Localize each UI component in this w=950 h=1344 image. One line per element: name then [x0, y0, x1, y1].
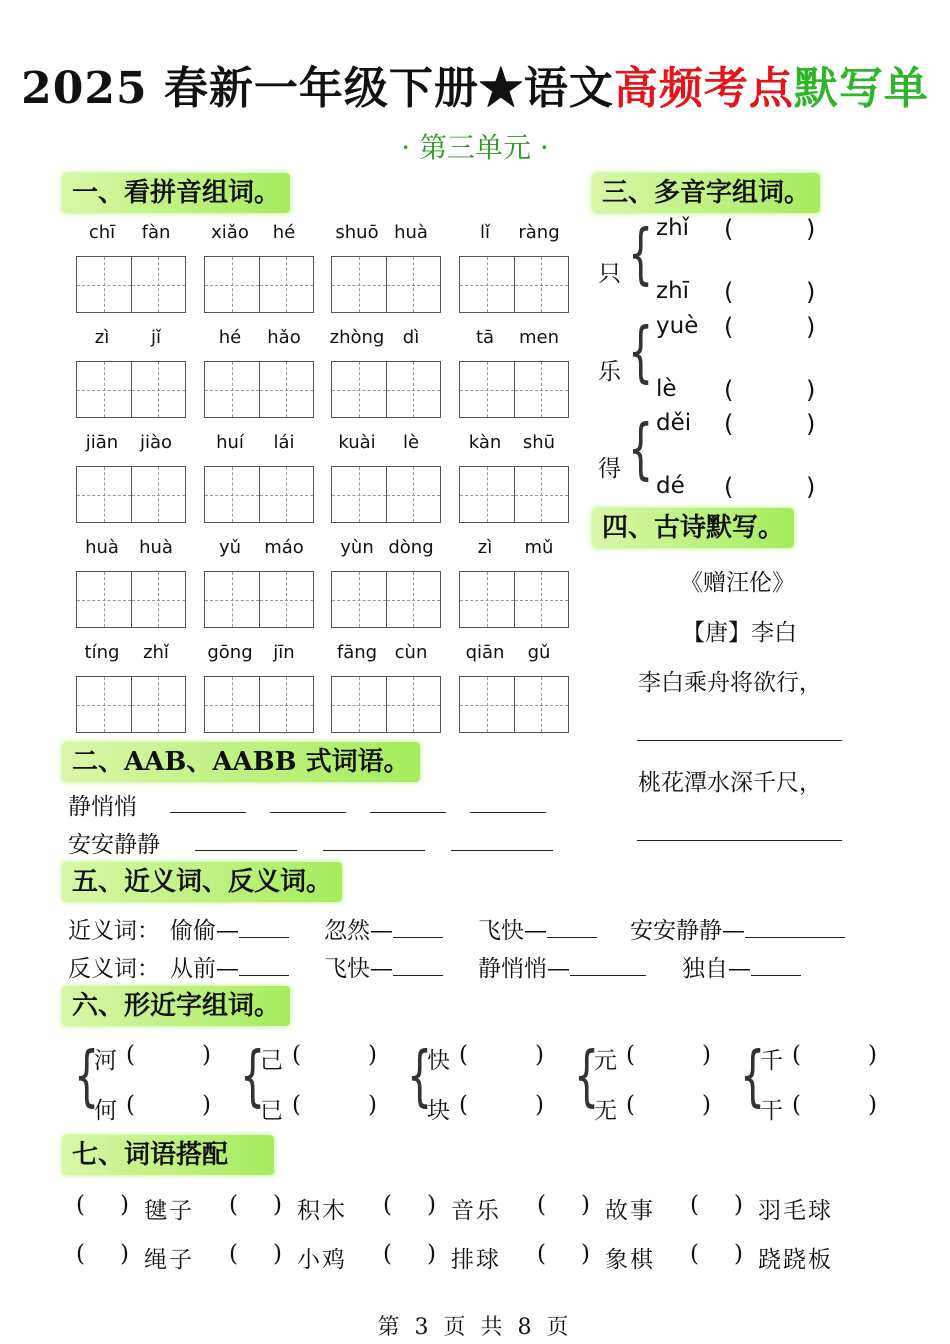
poem-line-2: 桃花潭水深千尺， — [638, 770, 822, 796]
tianzige-grid[interactable] — [331, 361, 441, 418]
grid-cell[interactable] — [77, 467, 132, 522]
grid-cell[interactable] — [332, 677, 387, 732]
section7-header: 七、词语搭配 — [62, 1135, 274, 1175]
similar-char: 已 — [260, 1098, 283, 1124]
pinyin-label: men — [518, 327, 560, 348]
open-paren: ( — [792, 1042, 801, 1068]
pinyin-label: tíng — [84, 642, 120, 663]
grid-cell[interactable] — [515, 467, 569, 522]
page-footer: 第 3 页 共 8 页 — [377, 1315, 573, 1340]
answer-space[interactable] — [306, 1044, 368, 1070]
tianzige-grid[interactable] — [204, 571, 314, 628]
close-paren: ) — [868, 1092, 877, 1118]
pinyin-label: cùn — [394, 642, 428, 663]
answer-space[interactable] — [306, 1094, 368, 1120]
poem-answer-line-2[interactable] — [637, 838, 842, 841]
grid-cell[interactable] — [205, 467, 260, 522]
pinyin-label: chī — [88, 222, 116, 243]
brace-icon: { — [240, 1037, 266, 1114]
pinyin-label: gōng — [207, 642, 253, 663]
open-paren: ( — [537, 1241, 546, 1267]
tianzige-grid[interactable] — [204, 676, 314, 733]
matching-word: 象棋 — [605, 1247, 655, 1273]
tianzige-grid[interactable] — [331, 466, 441, 523]
similar-char: 快 — [427, 1048, 450, 1074]
pinyin-label: huà — [85, 537, 119, 558]
close-paren: ) — [702, 1092, 711, 1118]
close-paren: ) — [868, 1042, 877, 1068]
pinyin-label: xiǎo — [211, 222, 249, 243]
grid-cell[interactable] — [132, 572, 186, 627]
grid-cell[interactable] — [387, 362, 441, 417]
pinyin-label: dì — [402, 327, 420, 348]
tianzige-grid[interactable] — [76, 361, 186, 418]
grid-cell[interactable] — [515, 572, 569, 627]
close-paren: ) — [202, 1092, 211, 1118]
tianzige-grid[interactable] — [76, 571, 186, 628]
pinyin-label: zhǐ — [143, 642, 169, 663]
pinyin-label: lái — [273, 432, 295, 453]
grid-cell[interactable] — [132, 362, 186, 417]
grid-cell[interactable] — [260, 257, 314, 312]
pinyin-label: lǐ — [479, 222, 490, 243]
similar-char: 己 — [260, 1048, 283, 1074]
grid-cell[interactable] — [205, 572, 260, 627]
tianzige-grid[interactable] — [76, 676, 186, 733]
tianzige-grid[interactable] — [204, 256, 314, 313]
open-paren: ( — [126, 1092, 135, 1118]
aab-word-1: 静悄悄 — [68, 794, 137, 820]
answer-space[interactable] — [740, 477, 802, 503]
pinyin-label: jiān — [85, 432, 119, 453]
answer-blank[interactable] — [745, 917, 845, 938]
pinyin-label: jiào — [139, 432, 173, 453]
close-paren: ) — [702, 1042, 711, 1068]
answer-blank[interactable] — [393, 917, 443, 938]
pinyin-label: hǎo — [267, 327, 301, 348]
brace-icon: { — [574, 1037, 600, 1114]
grid-cell[interactable] — [132, 467, 186, 522]
section3-header: 三、多音字组词。 — [592, 173, 820, 213]
grid-cell[interactable] — [77, 677, 132, 732]
pinyin-label: jǐ — [150, 327, 161, 348]
similar-char: 块 — [427, 1098, 450, 1124]
synonym-word: 安安静静— — [630, 918, 745, 944]
grid-cell[interactable] — [332, 362, 387, 417]
close-paren: ) — [427, 1192, 436, 1218]
close-paren: ) — [806, 215, 816, 243]
close-paren: ) — [734, 1241, 743, 1267]
answer-blank[interactable] — [270, 792, 346, 813]
grid-cell[interactable] — [205, 677, 260, 732]
open-paren: ( — [76, 1241, 85, 1267]
pinyin-label: huà — [394, 222, 428, 243]
similar-char: 元 — [594, 1048, 617, 1074]
open-paren: ( — [626, 1042, 635, 1068]
title-part3: 默写单 — [793, 63, 929, 114]
antonym-word: 从前— — [170, 956, 239, 982]
polyphone-char: 得 — [598, 456, 621, 482]
grid-cell[interactable] — [260, 467, 314, 522]
close-paren: ) — [273, 1241, 282, 1267]
pinyin-label: zì — [477, 537, 493, 558]
answer-blank[interactable] — [323, 830, 425, 851]
synonym-item — [630, 912, 845, 945]
answer-space[interactable] — [140, 1094, 202, 1120]
grid-cell[interactable] — [77, 257, 132, 312]
open-paren: ( — [626, 1092, 635, 1118]
poem-answer-line-1[interactable] — [637, 738, 842, 741]
answer-space[interactable] — [806, 1094, 868, 1120]
synonym-label: 近义词： — [68, 918, 160, 944]
answer-space[interactable] — [740, 219, 802, 245]
grid-cell[interactable] — [515, 257, 569, 312]
synonym-word: 偷偷— — [170, 918, 239, 944]
antonym-item — [682, 950, 801, 983]
close-paren: ) — [535, 1042, 544, 1068]
polyphone-pinyin: zhǐ — [656, 215, 690, 241]
answer-blank[interactable] — [547, 917, 597, 938]
polyphone-pinyin: yuè — [656, 313, 699, 339]
poem-title: 《赠汪伦》 — [680, 570, 795, 596]
grid-cell[interactable] — [132, 677, 186, 732]
grid-cell[interactable] — [387, 257, 441, 312]
close-paren: ) — [120, 1241, 129, 1267]
synonym-word: 飞快— — [478, 918, 547, 944]
synonym-word: 忽然— — [324, 918, 393, 944]
pinyin-label: shū — [522, 432, 556, 453]
answer-space[interactable] — [740, 282, 802, 308]
grid-cell[interactable] — [460, 257, 515, 312]
pinyin-label: máo — [264, 537, 304, 558]
matching-word: 音乐 — [451, 1198, 501, 1224]
open-paren: ( — [724, 278, 734, 306]
matching-word: 毽子 — [144, 1198, 194, 1224]
tianzige-grid[interactable] — [76, 256, 186, 313]
poem-line-1: 李白乘舟将欲行， — [638, 670, 822, 696]
open-paren: ( — [724, 215, 734, 243]
answer-space[interactable] — [140, 1044, 202, 1070]
open-paren: ( — [690, 1241, 699, 1267]
answer-space[interactable] — [640, 1044, 702, 1070]
antonym-item — [324, 950, 443, 983]
brace-icon: { — [740, 1037, 766, 1114]
poem-author: 【唐】李白 — [682, 620, 797, 646]
answer-blank[interactable] — [470, 792, 546, 813]
polyphone-char: 只 — [598, 261, 621, 287]
pinyin-label: yǔ — [218, 537, 242, 558]
pinyin-label: kuài — [338, 432, 376, 453]
brace-icon: { — [407, 1037, 433, 1114]
brace-icon: { — [628, 410, 654, 487]
antonym-label: 反义词： — [68, 956, 160, 982]
close-paren: ) — [427, 1241, 436, 1267]
open-paren: ( — [383, 1192, 392, 1218]
brace-icon: { — [628, 215, 654, 292]
answer-blank[interactable] — [393, 955, 443, 976]
antonym-item — [478, 950, 646, 983]
grid-cell[interactable] — [77, 362, 132, 417]
pinyin-label: jīn — [273, 642, 295, 663]
open-paren: ( — [229, 1192, 238, 1218]
pinyin-label: ràng — [518, 222, 560, 243]
section4-header: 四、古诗默写。 — [592, 508, 794, 548]
section6-header: 六、形近字组词。 — [62, 986, 290, 1026]
open-paren: ( — [126, 1042, 135, 1068]
polyphone-pinyin: zhī — [656, 278, 690, 304]
brace-icon: { — [74, 1037, 100, 1114]
matching-word: 故事 — [605, 1198, 655, 1224]
matching-word: 绳子 — [144, 1247, 194, 1273]
open-paren: ( — [383, 1241, 392, 1267]
pinyin-label: kàn — [468, 432, 502, 453]
open-paren: ( — [459, 1092, 468, 1118]
similar-char: 千 — [760, 1048, 783, 1074]
pinyin-label: zì — [94, 327, 110, 348]
close-paren: ) — [368, 1092, 377, 1118]
close-paren: ) — [120, 1192, 129, 1218]
close-paren: ) — [806, 410, 816, 438]
antonym-item — [170, 950, 289, 983]
synonym-item — [324, 912, 443, 945]
grid-cell[interactable] — [260, 572, 314, 627]
answer-space[interactable] — [473, 1044, 535, 1070]
answer-space[interactable] — [640, 1094, 702, 1120]
grid-cell[interactable] — [387, 677, 441, 732]
pinyin-label: mǔ — [524, 537, 554, 558]
answer-space[interactable] — [740, 380, 802, 406]
polyphone-pinyin: dé — [656, 473, 685, 499]
aabb-word-2: 安安静静 — [68, 832, 160, 858]
open-paren: ( — [229, 1241, 238, 1267]
close-paren: ) — [368, 1042, 377, 1068]
tianzige-grid[interactable] — [459, 361, 569, 418]
answer-blank[interactable] — [170, 792, 246, 813]
answer-blank[interactable] — [239, 955, 289, 976]
similar-char: 何 — [94, 1098, 117, 1124]
pinyin-label: lè — [402, 432, 420, 453]
answer-space[interactable] — [806, 1044, 868, 1070]
grid-cell[interactable] — [332, 467, 387, 522]
close-paren: ) — [202, 1042, 211, 1068]
pinyin-label: fàn — [141, 222, 171, 243]
pinyin-label: tā — [475, 327, 495, 348]
synonym-item — [170, 912, 289, 945]
page-title — [0, 52, 950, 116]
tianzige-grid[interactable] — [204, 361, 314, 418]
answer-space[interactable] — [740, 317, 802, 343]
aabb-blanks-2 — [195, 830, 553, 855]
tianzige-grid[interactable] — [331, 256, 441, 313]
grid-cell[interactable] — [77, 572, 132, 627]
open-paren: ( — [690, 1192, 699, 1218]
grid-cell[interactable] — [460, 572, 515, 627]
pinyin-label: gǔ — [527, 642, 551, 663]
tianzige-grid[interactable] — [459, 256, 569, 313]
grid-cell[interactable] — [205, 257, 260, 312]
grid-cell[interactable] — [332, 257, 387, 312]
antonym-word: 独自— — [682, 956, 751, 982]
answer-blank[interactable] — [570, 955, 646, 976]
pinyin-label: fāng — [336, 642, 378, 663]
grid-cell[interactable] — [515, 677, 569, 732]
grid-cell[interactable] — [387, 572, 441, 627]
close-paren: ) — [273, 1192, 282, 1218]
tianzige-grid[interactable] — [459, 571, 569, 628]
close-paren: ) — [581, 1241, 590, 1267]
polyphone-char: 乐 — [598, 359, 621, 385]
tianzige-grid[interactable] — [331, 571, 441, 628]
tianzige-grid[interactable] — [459, 676, 569, 733]
pinyin-label: qiān — [465, 642, 505, 663]
answer-blank[interactable] — [239, 917, 289, 938]
polyphone-pinyin: lè — [656, 376, 677, 402]
open-paren: ( — [724, 313, 734, 341]
answer-blank[interactable] — [195, 830, 297, 851]
pinyin-label: huí — [216, 432, 244, 453]
title-part1: 2025 春新一年级下册★语文 — [21, 63, 614, 114]
close-paren: ) — [806, 473, 816, 501]
close-paren: ) — [734, 1192, 743, 1218]
answer-blank[interactable] — [751, 955, 801, 976]
grid-cell[interactable] — [132, 257, 186, 312]
tianzige-grid[interactable] — [459, 466, 569, 523]
answer-blank[interactable] — [451, 830, 553, 851]
similar-char: 无 — [594, 1098, 617, 1124]
pinyin-label: huà — [139, 537, 173, 558]
open-paren: ( — [76, 1192, 85, 1218]
antonym-word: 飞快— — [324, 956, 393, 982]
close-paren: ) — [581, 1192, 590, 1218]
tianzige-grid[interactable] — [204, 466, 314, 523]
open-paren: ( — [792, 1092, 801, 1118]
open-paren: ( — [459, 1042, 468, 1068]
answer-space[interactable] — [473, 1094, 535, 1120]
similar-char: 干 — [760, 1098, 783, 1124]
open-paren: ( — [292, 1092, 301, 1118]
pinyin-label: hé — [272, 222, 296, 243]
grid-cell[interactable] — [460, 362, 515, 417]
pinyin-label: hé — [218, 327, 242, 348]
open-paren: ( — [292, 1042, 301, 1068]
grid-cell[interactable] — [205, 362, 260, 417]
antonym-word: 静悄悄— — [478, 956, 570, 982]
polyphone-pinyin: děi — [656, 410, 692, 436]
section5-header: 五、近义词、反义词。 — [62, 862, 342, 902]
open-paren: ( — [724, 376, 734, 404]
matching-word: 羽毛球 — [758, 1198, 833, 1224]
grid-cell[interactable] — [260, 362, 314, 417]
matching-word: 跷跷板 — [758, 1247, 833, 1273]
open-paren: ( — [537, 1192, 546, 1218]
answer-space[interactable] — [740, 414, 802, 440]
tianzige-grid[interactable] — [76, 466, 186, 523]
section2-header: 二、AAB、AABB 式词语。 — [62, 742, 420, 782]
matching-word: 积木 — [297, 1198, 347, 1224]
open-paren: ( — [724, 410, 734, 438]
pinyin-label: dòng — [388, 537, 434, 558]
matching-word: 小鸡 — [297, 1247, 347, 1273]
grid-cell[interactable] — [460, 467, 515, 522]
matching-word: 排球 — [451, 1247, 501, 1273]
title-part2: 高频考点 — [613, 63, 794, 114]
section1-header: 一、看拼音组词。 — [62, 173, 290, 213]
close-paren: ) — [806, 376, 816, 404]
brace-icon: { — [628, 313, 654, 390]
open-paren: ( — [724, 473, 734, 501]
synonym-item — [478, 912, 597, 945]
pinyin-label: zhòng — [329, 327, 385, 348]
aab-blanks-1 — [170, 792, 546, 817]
close-paren: ) — [806, 313, 816, 341]
grid-cell[interactable] — [387, 467, 441, 522]
similar-char: 河 — [94, 1048, 117, 1074]
grid-cell[interactable] — [260, 677, 314, 732]
unit-subtitle: · 第三单元 · — [401, 131, 549, 164]
pinyin-label: shuō — [335, 222, 379, 243]
close-paren: ) — [535, 1092, 544, 1118]
tianzige-grid[interactable] — [331, 676, 441, 733]
grid-cell[interactable] — [515, 362, 569, 417]
answer-blank[interactable] — [370, 792, 446, 813]
grid-cell[interactable] — [332, 572, 387, 627]
close-paren: ) — [806, 278, 816, 306]
pinyin-label: yùn — [340, 537, 374, 558]
grid-cell[interactable] — [460, 677, 515, 732]
